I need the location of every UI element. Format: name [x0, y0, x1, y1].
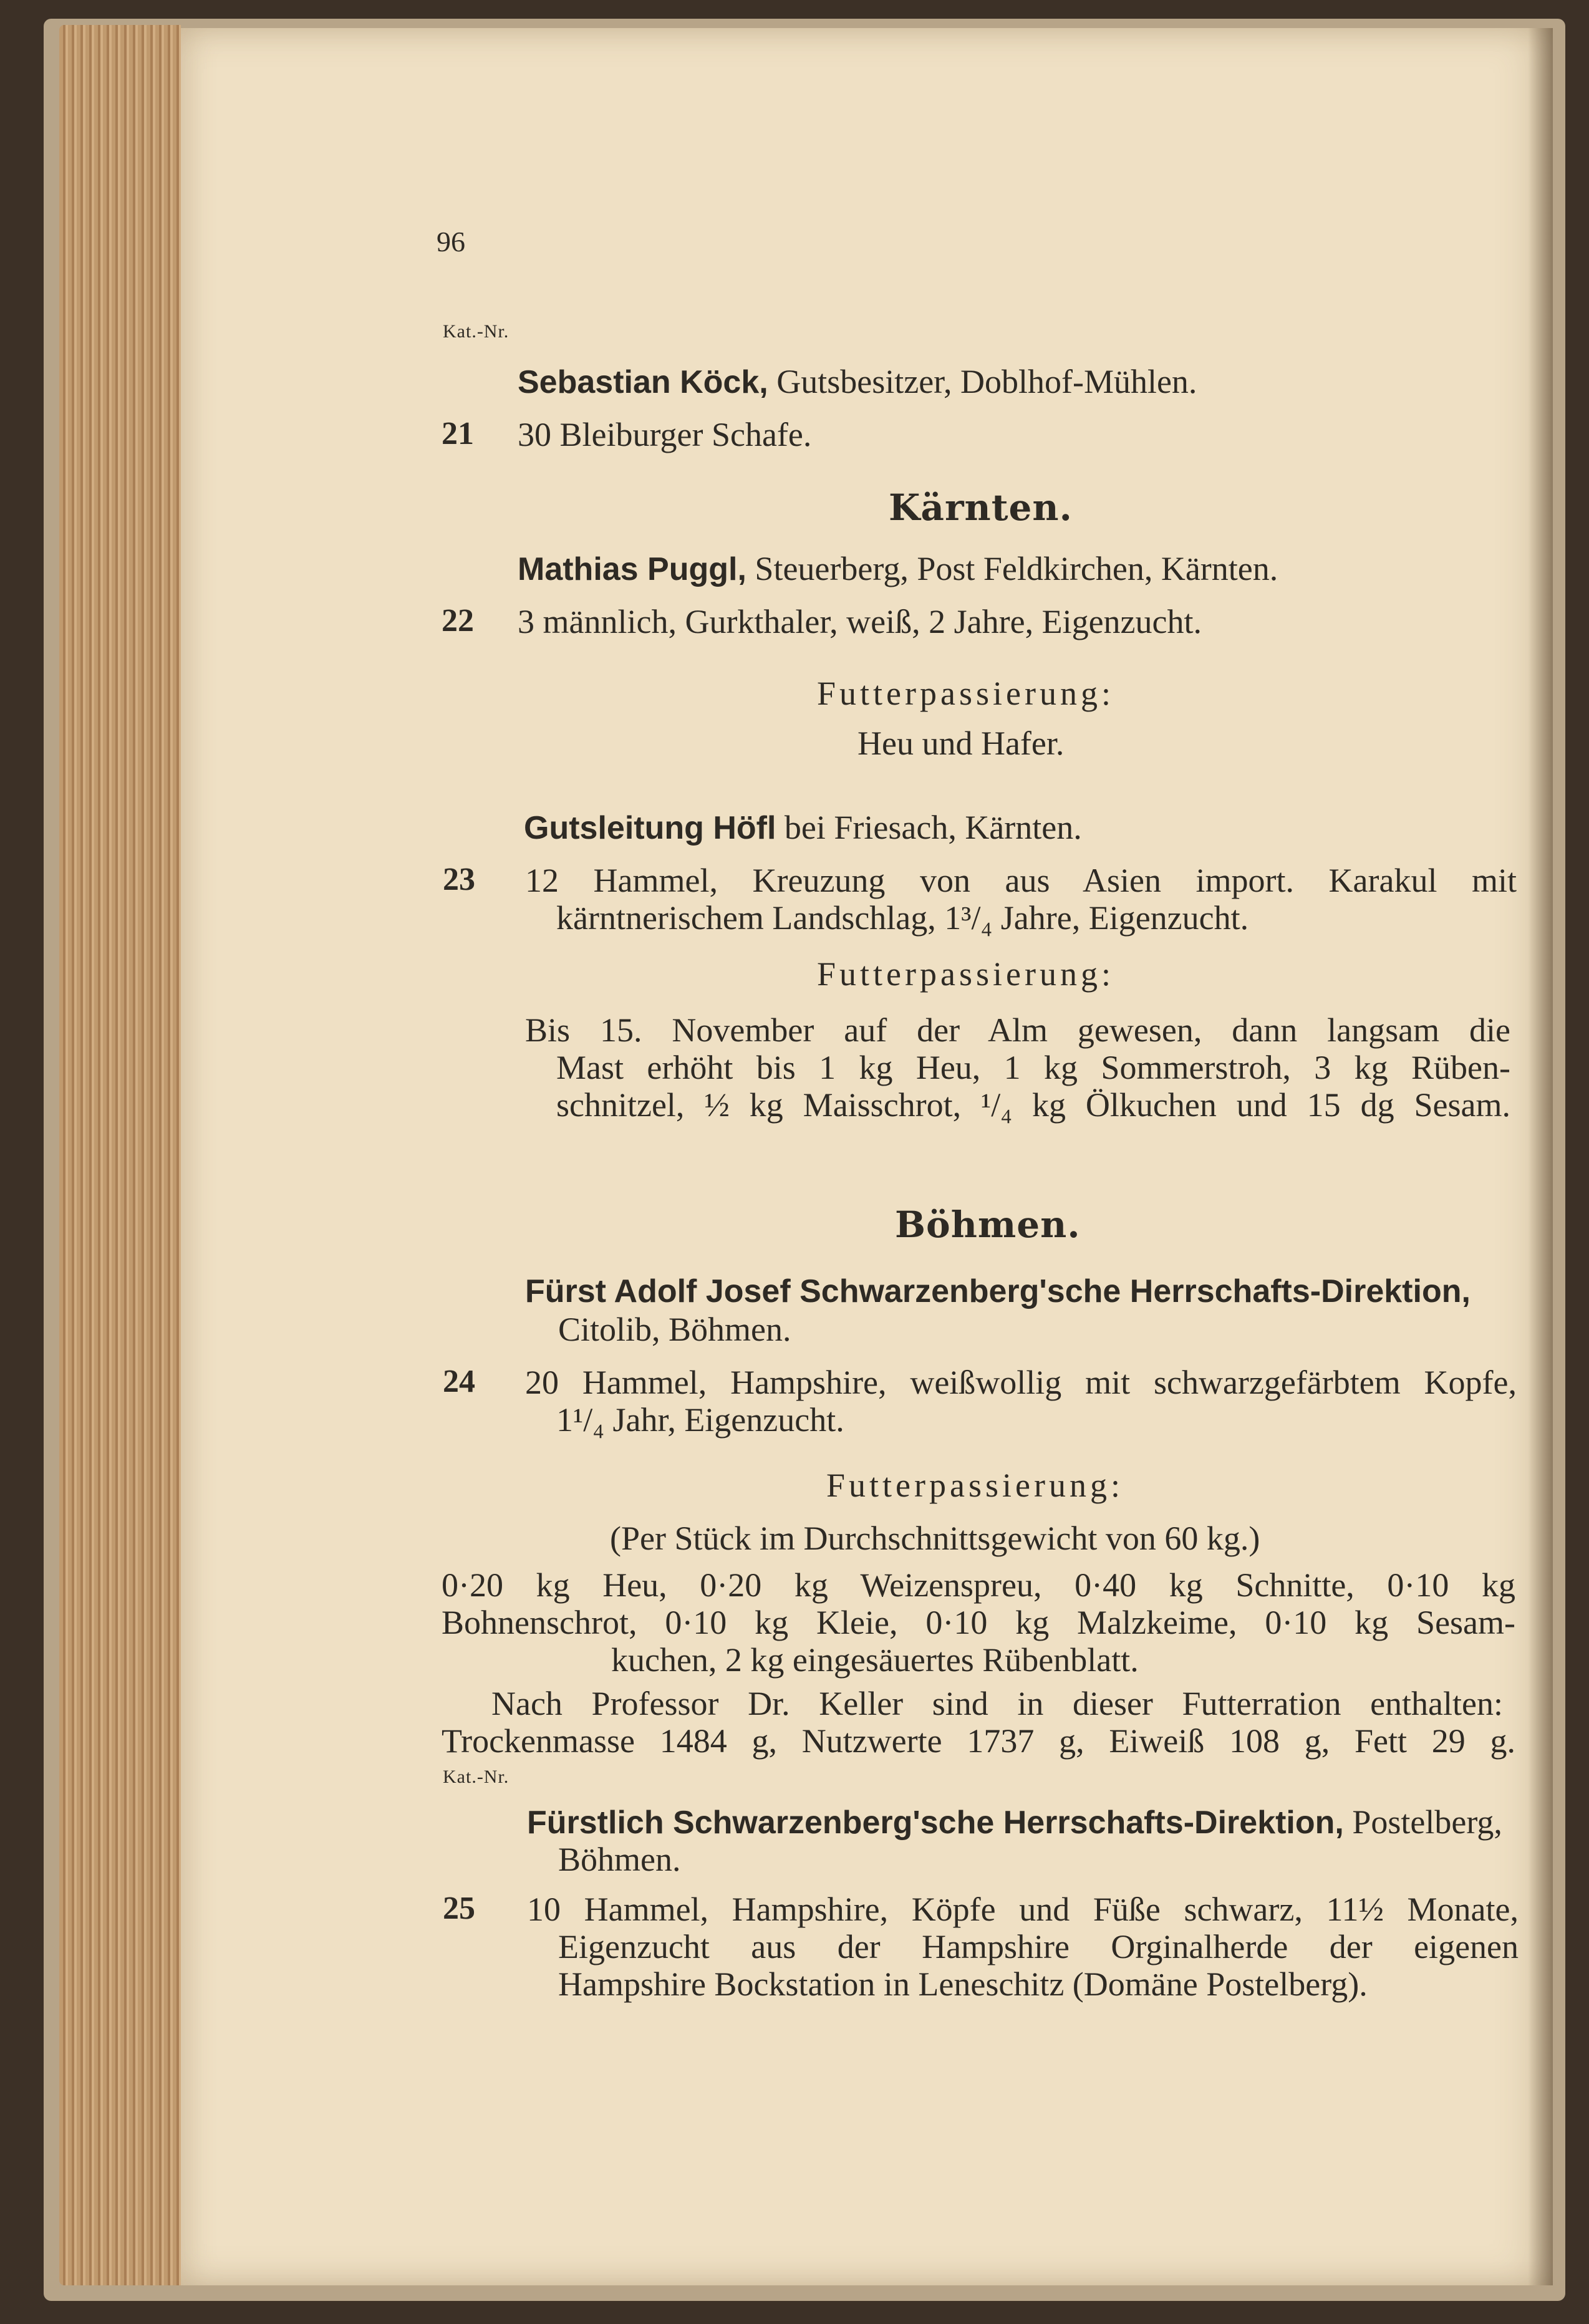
page-edges: [59, 25, 181, 2285]
entry-24-owner-line-2: Citolib, Böhmen.: [558, 1311, 791, 1348]
entry-25-owner: Fürstlich Schwarzenberg'sche Herrschafts-Direktion,: [527, 1805, 1344, 1841]
book-page: [181, 28, 1553, 2285]
entry-23-feed-title: Futterpassierung:: [817, 955, 1114, 993]
entry-22-owner-line: [518, 552, 1278, 586]
entry-25-owner-line: [527, 1805, 1502, 1839]
entry-22-owner: Mathias Puggl,: [518, 551, 746, 587]
entry-25-line-1: 10 Hammel, Hampshire, Köpfe und Füße schwarz, 11½ Monate,: [527, 1891, 1519, 1928]
entry-21-text: 30 Bleiburger Schafe.: [518, 416, 812, 453]
entry-24-line-1: 20 Hammel, Hampshire, weißwollig mit schwarzgefärbtem Kopfe,: [525, 1364, 1517, 1401]
entry-22-number: 22: [442, 603, 474, 639]
entry-24-feed-line-1: 0·20 kg Heu, 0·20 kg Weizenspreu, 0·40 kg Schnitte, 0·10 kg: [442, 1566, 1515, 1604]
entry-24-analysis-line-1: Nach Professor Dr. Keller sind in dieser Futterration enthalten:: [491, 1685, 1503, 1722]
entry-24-feed-note: (Per Stück im Durchschnittsgewicht von 60 kg.): [610, 1520, 1260, 1557]
entry-24-feed-title: Futterpassierung:: [826, 1467, 1124, 1504]
entry-22-owner-detail: Steuerberg, Post Feldkirchen, Kärnten.: [746, 550, 1278, 587]
entry-22-feed-title: Futterpassierung:: [817, 675, 1114, 712]
entry-24-feed-line-3: kuchen, 2 kg eingesäuertes Rübenblatt.: [611, 1641, 1139, 1679]
entry-24-feed-line-2: Bohnenschrot, 0·10 kg Kleie, 0·10 kg Malzkeime, 0·10 kg Sesam-: [442, 1604, 1515, 1641]
page-gutter-shadow: [1528, 28, 1553, 2285]
kat-nr-label-2: Kat.-Nr.: [443, 1767, 510, 1787]
entry-23-number: 23: [443, 862, 475, 897]
entry-24-owner: Fürst Adolf Josef Schwarzenberg'sche Herrschafts-Direktion,: [525, 1273, 1471, 1309]
region-boehmen-heading: Böhmen.: [895, 1203, 1081, 1246]
entry-22-feed-text: Heu und Hafer.: [857, 725, 1065, 762]
entry-23-line-1: 12 Hammel, Kreuzung von aus Asien import. Karakul mit: [525, 862, 1517, 899]
entry-21-number: 21: [442, 416, 474, 451]
entry-22-text: 3 männlich, Gurkthaler, weiß, 2 Jahre, Eigenzucht.: [518, 603, 1202, 640]
entry-21-owner-detail: Gutsbesitzer, Doblhof-Mühlen.: [768, 363, 1197, 400]
entry-21-owner-line: [518, 365, 1197, 398]
entry-23-feed-line-3: schnitzel, ½ kg Maisschrot, ¹/₄ kg Ölkuchen und 15 dg Sesam.: [556, 1086, 1510, 1124]
entry-23-owner-detail: bei Friesach, Kärnten.: [776, 809, 1082, 846]
region-kaernten-heading: Kärnten.: [889, 486, 1073, 529]
kat-nr-label: Kat.-Nr.: [443, 321, 510, 342]
entry-21-owner: Sebastian Köck,: [518, 364, 768, 400]
page-number: 96: [437, 226, 465, 258]
entry-24-number: 24: [443, 1364, 475, 1399]
entry-24-line-2: 1¹/₄ Jahr, Eigenzucht.: [556, 1401, 844, 1439]
entry-25-number: 25: [443, 1891, 475, 1926]
entry-23-owner: Gutsleitung Höfl: [524, 810, 776, 846]
entry-24-analysis-line-2: Trockenmasse 1484 g, Nutzwerte 1737 g, Eiweiß 108 g, Fett 29 g.: [442, 1722, 1515, 1760]
entry-23-feed-line-1: Bis 15. November auf der Alm gewesen, dann langsam die: [525, 1011, 1510, 1049]
entry-25-line-2: Eigenzucht aus der Hampshire Orginalherde der eigenen: [558, 1928, 1519, 1965]
entry-25-owner-detail: Postelberg,: [1343, 1803, 1502, 1841]
entry-23-line-2: kärntnerischem Landschlag, 1³/₄ Jahre, Eigenzucht.: [556, 899, 1249, 937]
entry-23-feed-line-2: Mast erhöht bis 1 kg Heu, 1 kg Sommerstroh, 3 kg Rüben-: [556, 1049, 1510, 1086]
entry-23-owner-line: [524, 811, 1082, 844]
entry-25-owner-line-2: Böhmen.: [558, 1841, 681, 1878]
entry-25-line-3: Hampshire Bockstation in Leneschitz (Domäne Postelberg).: [558, 1965, 1368, 2003]
